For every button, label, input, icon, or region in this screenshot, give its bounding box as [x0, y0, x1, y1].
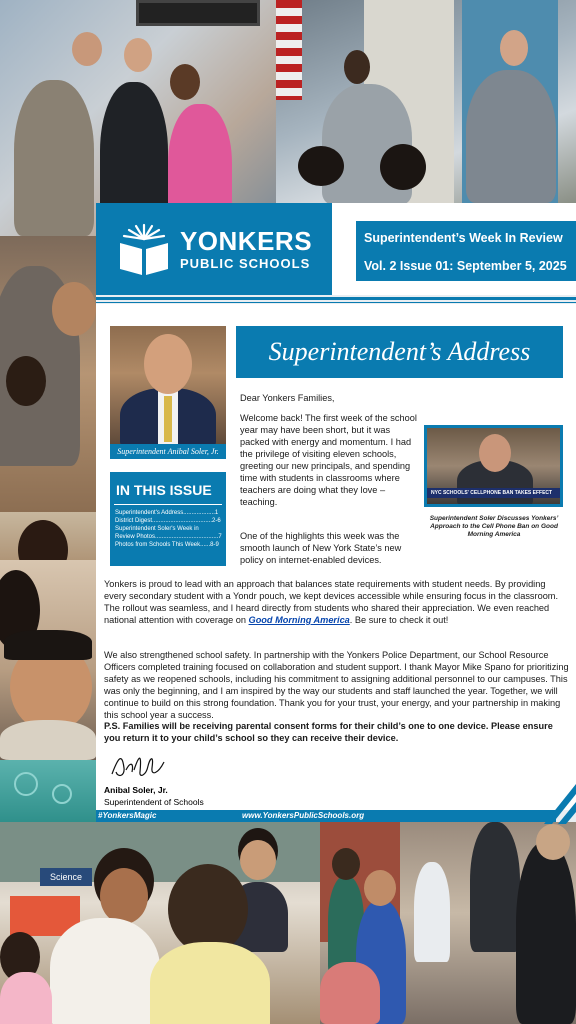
photo-teacher-left — [0, 236, 96, 512]
footer-bar — [96, 810, 556, 822]
gma-link[interactable]: Good Morning America — [248, 615, 350, 625]
science-sign: Science — [40, 868, 92, 886]
video-caption: Superintendent Soler Discusses Yonkers’ Approach to the Cell Phone Ban on Good Morning America — [429, 515, 559, 538]
logo-main-text: YONKERS — [179, 226, 313, 256]
header-divider — [96, 297, 576, 300]
address-paragraph-4: We also strengthened school safety. In partnership with the Yonkers Police Department, our School Resource Officers completed training focused on collaboration and student support. I thank Mayor Mike Spano for prioritizing safety as we reopened schools, including his commitment to assigning additional personnel to our campuses. This was only the beginning, and I am inspired by the way our students and staff launched the year. Together, we will continue to build on this strong foundation. Thank you for your trust, your energy, and your partnership in making this school year a success. — [104, 650, 569, 720]
news-ticker: NYC SCHOOLS' CELLPHONE BAN TAKES EFFECT — [427, 488, 560, 498]
address-paragraph-1: Welcome back! The first week of the school year may have been short, but it was packed with energy and momentum. I had the privilege of visiting eleven schools, greeting our new principals, and spending time with students in classrooms where teachers are doing what they love – teaching. — [240, 413, 417, 507]
website-link[interactable]: www.YonkersPublicSchools.org — [242, 811, 365, 820]
issue-info: Vol. 2 Issue 01: September 5, 2025 — [364, 259, 567, 273]
toc-item[interactable]: Superintendent Soler's Week in — [115, 526, 199, 532]
header-divider-thin — [96, 302, 576, 303]
greeting: Dear Yonkers Families, — [240, 393, 335, 403]
photo-classroom-top-right — [276, 0, 576, 203]
logo-sub-text: PUBLIC SCHOOLS — [179, 256, 311, 271]
toc-title: IN THIS ISSUE — [116, 482, 212, 498]
district-logo — [96, 203, 332, 295]
toc-item[interactable]: District Digest....................................2-6 — [115, 518, 221, 524]
hashtag: #YonkersMagic — [98, 811, 157, 820]
signature-name: Anibal Soler, Jr. — [104, 785, 168, 795]
toc-item[interactable]: Superintendent's Address...................1 — [115, 510, 219, 516]
paragraph-3-text: Yonkers is proud to lead with an approach that balances state requirements with student needs. By providing every secondary student with a Yondr pouch, we kept devices accessible while ensuring focus in the classroom. The rollout was seamless, and I heard directly from students who shared their appreciation. We even reached national attention with coverage on — [104, 579, 559, 625]
photo-officials-top-left — [0, 0, 276, 236]
toc-item[interactable]: Photos from Schools This Week......8-9 — [115, 542, 219, 548]
newsletter-title: Superintendent’s Week In Review — [364, 231, 563, 245]
paragraph-3-end: . Be sure to check it out! — [349, 615, 449, 625]
address-banner: Superintendent’s Address — [236, 326, 563, 378]
newsletter-title-box — [356, 221, 576, 281]
gma-video-thumbnail[interactable] — [424, 425, 563, 507]
newsletter-header — [332, 203, 576, 295]
table-of-contents — [110, 472, 226, 566]
address-paragraph-2: One of the highlights this week was the smooth launch of New York State’s new policy on internet-enabled devices. — [240, 531, 402, 565]
postscript: P.S. Families will be receiving parental consent forms for their child’s one to one device. Please ensure you return it to your child’s school so they can receive their device. — [104, 721, 553, 743]
superintendent-portrait — [110, 326, 226, 444]
superintendent-caption: Superintendent Anibal Soler, Jr. — [110, 444, 226, 459]
toc-divider — [114, 504, 222, 505]
toc-list — [115, 509, 227, 549]
photo-hallway-bottom-right — [320, 822, 576, 1024]
photo-student-boy-left — [0, 560, 96, 760]
photo-classroom-bottom-left — [0, 822, 320, 1024]
signature-image — [108, 748, 168, 782]
address-paragraph-3 — [104, 578, 570, 626]
decorative-stripes — [540, 780, 576, 824]
toc-item[interactable]: Review Photos......................................7 — [115, 534, 222, 540]
photo-teal-wall-left — [0, 760, 96, 824]
signature-title: Superintendent of Schools — [104, 797, 204, 807]
book-logo-icon — [116, 221, 172, 277]
